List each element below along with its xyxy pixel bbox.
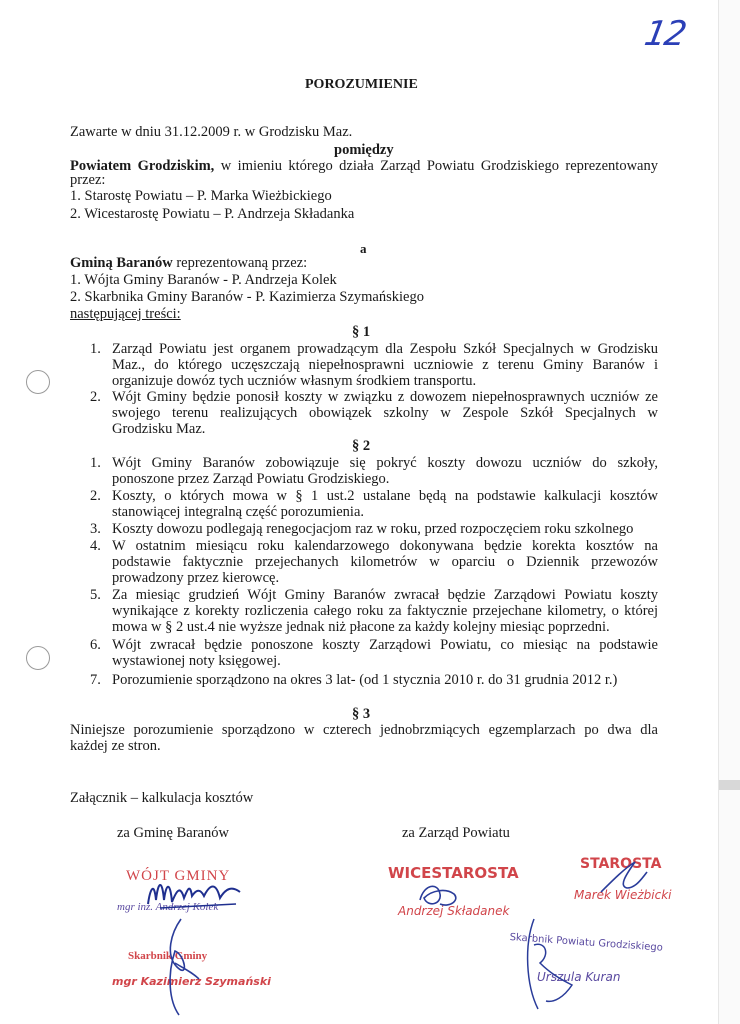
- clause-line: Porozumienie sporządzono na okres 3 lat- (od 1 stycznia 2010 r. do 31 grudnia 2012 r.): [112, 672, 618, 688]
- clause-line: Wójt Gminy Baranów zobowiązuje się pokryć koszty dowozu uczniów do szkoły,: [112, 455, 658, 471]
- stamp-wicestarosta-title: WICESTAROSTA: [388, 864, 519, 882]
- clause-line: W ostatnim miesiącu roku kalendarzowego dokonywana będzie korekta kosztów na: [112, 538, 658, 554]
- list-number: 1.: [90, 455, 101, 471]
- signature-starosta: [595, 858, 655, 898]
- clause-line: wystawionej noty księgowej.: [112, 653, 281, 669]
- clause-line: Zarząd Powiatu jest organem prowadzącym dla Zespołu Szkół Specjalnych w Grodzisku: [112, 341, 658, 357]
- punch-hole: [26, 646, 50, 670]
- list-number: 2.: [90, 389, 101, 405]
- clause-line: prowadzony przez kierowcę.: [112, 570, 280, 586]
- list-number: 1.: [90, 341, 101, 357]
- clause-line: organizuje dowóz tych uczniów własnym środkiem transportu.: [112, 373, 477, 389]
- stamp-wojt-name: mgr inż. Andrzej Kolek: [117, 901, 219, 913]
- party2-name: Gminą Baranów: [70, 255, 173, 271]
- list-number: 4.: [90, 538, 101, 554]
- closing-line: każdej ze stron.: [70, 738, 161, 754]
- clause-line: Wójt zwracał będzie ponoszone koszty Zarządowi Powiatu, co miesiąc na podstawie: [112, 637, 658, 653]
- between-label: pomiędzy: [334, 142, 394, 158]
- signature-skarbnik: [155, 915, 205, 1020]
- closing-line: Niniejsze porozumienie sporządzono w czterech jednobrzmiących egzemplarzach po dwa dla: [70, 722, 658, 738]
- party1-rest: w imieniu którego działa Zarząd Powiatu Grodziskiego reprezentowany: [214, 158, 658, 174]
- by-label: przez:: [70, 172, 106, 188]
- clause-line: Koszty dowozu podlegają renegocjacjom raz w roku, przed rozpoczęciem roku szkolnego: [112, 521, 634, 537]
- list-number: 2.: [90, 488, 101, 504]
- representative-3: 1. Wójta Gminy Baranów - P. Andrzeja Kolek: [70, 272, 337, 288]
- party2-rest: reprezentowaną przez:: [172, 255, 308, 271]
- document-title: POROZUMIENIE: [305, 77, 418, 92]
- signature-label-right: za Zarząd Powiatu: [402, 825, 510, 841]
- handwritten-page-number: 12: [641, 14, 688, 54]
- clause-line: Koszty, o których mowa w § 1 ust.2 ustalane będą na podstawie kalkulacji kosztów: [112, 488, 658, 504]
- party1-name: Powiatem Grodziskim,: [70, 158, 215, 174]
- section-3-heading: § 3: [352, 706, 371, 722]
- party2-line: [70, 255, 307, 272]
- representative-2: 2. Wicestarostę Powiatu – P. Andrzeja Składanka: [70, 206, 355, 222]
- clause-line: podstawie faktycznie przejechanych kilometrów w oparciu o Dziennik przewozów: [112, 554, 658, 570]
- page-edge-shade: [719, 0, 740, 1024]
- clause-line: wynikające z korekty rozliczenia całego roku za faktycznie przejechane kilometry, o której: [112, 603, 658, 619]
- stamp-wojt-title: WÓJT GMINY: [126, 868, 231, 884]
- clause-line: mowa w § 2 ust.4 nie wyższe jednak niż płacone za każdy kolejny miesiąc poprzedni.: [112, 619, 610, 635]
- stamp-starosta-name: Marek Wieżbicki: [574, 888, 672, 902]
- signature-label-left: za Gminę Baranów: [117, 825, 229, 841]
- representative-4: 2. Skarbnika Gminy Baranów - P. Kazimierza Szymańskiego: [70, 289, 424, 305]
- stamp-skarbnik-name: mgr Kazimierz Szymański: [112, 975, 271, 988]
- and-label: a: [360, 241, 367, 256]
- punch-hole: [26, 370, 50, 394]
- clause-line: ponoszone przez Zarząd Powiatu Grodziskiego.: [112, 471, 390, 487]
- clause-line: Za miesiąc grudzień Wójt Gminy Baranów zwracał będzie Zarządowi Powiatu koszty: [112, 587, 658, 603]
- stamp-starosta-title: STAROSTA: [580, 856, 662, 872]
- representative-1: 1. Starostę Powiatu – P. Marka Wieżbickiego: [70, 188, 332, 204]
- concluded-line: Zawarte w dniu 31.12.2009 r. w Grodzisku Maz.: [70, 124, 353, 140]
- list-number: 3.: [90, 521, 101, 537]
- list-number: 5.: [90, 587, 101, 603]
- clause-line: stanowiącej integralną część porozumienia.: [112, 504, 365, 520]
- following-label: następującej treści:: [70, 306, 181, 322]
- stamp-skarbnik-powiatu-name: Urszula Kuran: [537, 970, 621, 984]
- list-number: 7.: [90, 672, 101, 688]
- clause-line: Maz., do którego uczęszczają niepełnosprawni uczniowie z terenu Gminy Baranów i: [112, 357, 658, 373]
- signature-wojt: [140, 870, 250, 915]
- clause-line: swojego terenu realizujących obowiązek szkolny w Zespole Szkół Specjalnych w: [112, 405, 658, 421]
- signature-skarbnik-powiatu: [520, 915, 590, 1015]
- clause-line: Wójt Gminy będzie ponosił koszty w związku z dowozem niepełnosprawnych uczniów ze: [112, 389, 658, 405]
- party1-line: [70, 158, 658, 175]
- stamp-skarbnik-title: Skarbnik Gminy: [128, 950, 208, 962]
- section-1-heading: § 1: [352, 324, 371, 340]
- section-2-heading: § 2: [352, 438, 371, 454]
- list-number: 6.: [90, 637, 101, 653]
- stamp-skarbnik-powiatu-title: Skarbnik Powiatu Grodziskiego: [509, 932, 664, 954]
- stamp-wicestarosta-name: Andrzej Składanek: [398, 904, 510, 918]
- clause-line: Grodzisku Maz.: [112, 421, 206, 437]
- page-edge-mark: [719, 780, 740, 790]
- attachment-note: Załącznik – kalkulacja kosztów: [70, 790, 254, 806]
- signature-wicestarosta: [410, 878, 470, 913]
